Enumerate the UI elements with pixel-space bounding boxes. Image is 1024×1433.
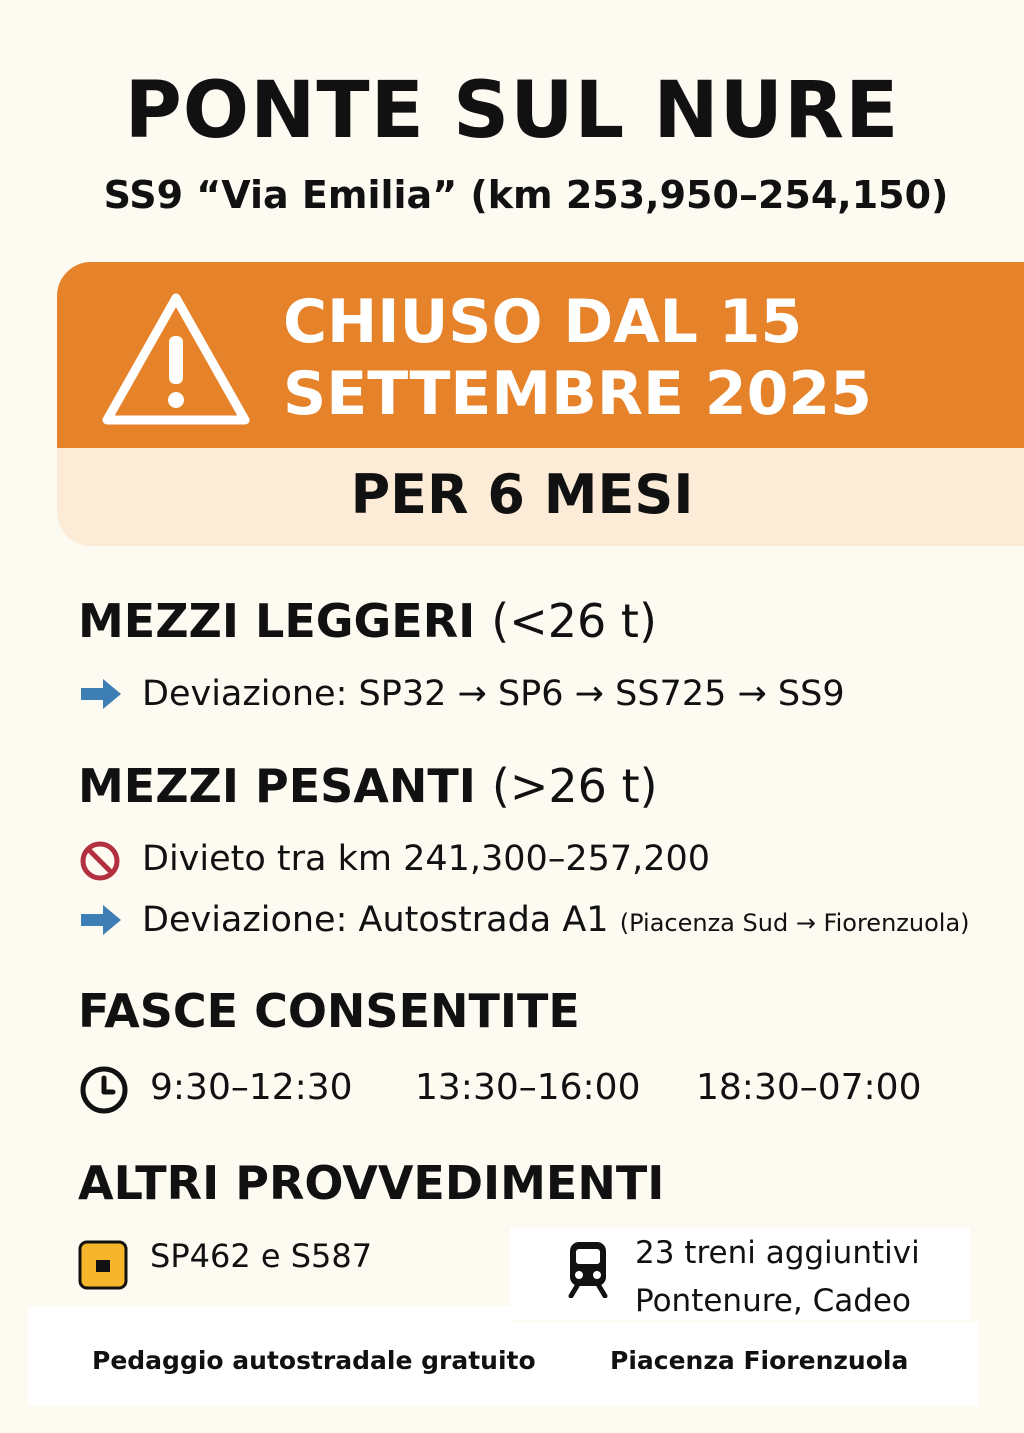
heavy-vehicles-heading (78, 759, 658, 813)
closure-banner (57, 262, 1024, 546)
right-arrow-icon (79, 677, 123, 711)
light-vehicles-heading (78, 594, 657, 648)
no-entry-icon (79, 840, 121, 882)
heavy-vehicles-ban: Divieto tra km 241,300–257,200 (142, 839, 711, 879)
heavy-vehicles-detour-note: (Piacenza Sud → Fiorenzuola) (619, 909, 970, 937)
heavy-vehicles-detour (142, 900, 970, 940)
train-icon (566, 1240, 610, 1298)
right-arrow-icon (79, 903, 123, 937)
warning-triangle-icon (97, 288, 255, 430)
heavy-vehicles-weight-limit: (>26 t) (491, 759, 658, 813)
light-vehicles-heading-text: MEZZI LEGGERI (78, 594, 476, 648)
other-measures-heading: ALTRI PROVVEDIMENTI (78, 1156, 665, 1210)
light-vehicles-detour: Deviazione: SP32 → SP6 → SS725 → SS9 (142, 674, 845, 714)
clock-icon (79, 1065, 129, 1115)
other-measures-roads: SP462 e S587 (150, 1237, 373, 1275)
closure-date: CHIUSO DAL 15 SETTEMBRE 2025 (283, 287, 872, 429)
closure-banner-header (57, 262, 1024, 448)
toll-free-note: Pedaggio autostradale gratuito (92, 1346, 536, 1375)
page-subtitle: SS9 “Via Emilia” (km 253,950–254,150) (103, 173, 949, 217)
page-title: PONTE SUL NURE (124, 66, 900, 156)
time-slot-3: 18:30–07:00 (696, 1067, 922, 1108)
toll-free-location: Piacenza Fiorenzuola (610, 1346, 909, 1375)
other-measures-trains: 23 treni aggiuntivi Pontenure, Cadeo (635, 1235, 920, 1319)
heavy-vehicles-heading-text: MEZZI PESANTI (78, 759, 476, 813)
heavy-vehicles-detour-text: Deviazione: Autostrada A1 (142, 900, 609, 940)
light-vehicles-weight-limit: (<26 t) (491, 594, 657, 648)
closure-duration: PER 6 MESI (350, 463, 694, 526)
time-slot-1: 9:30–12:30 (150, 1067, 353, 1108)
time-slot-2: 13:30–16:00 (415, 1067, 641, 1108)
time-slots-heading: FASCE CONSENTITE (78, 984, 580, 1038)
road-sign-icon (78, 1240, 128, 1290)
